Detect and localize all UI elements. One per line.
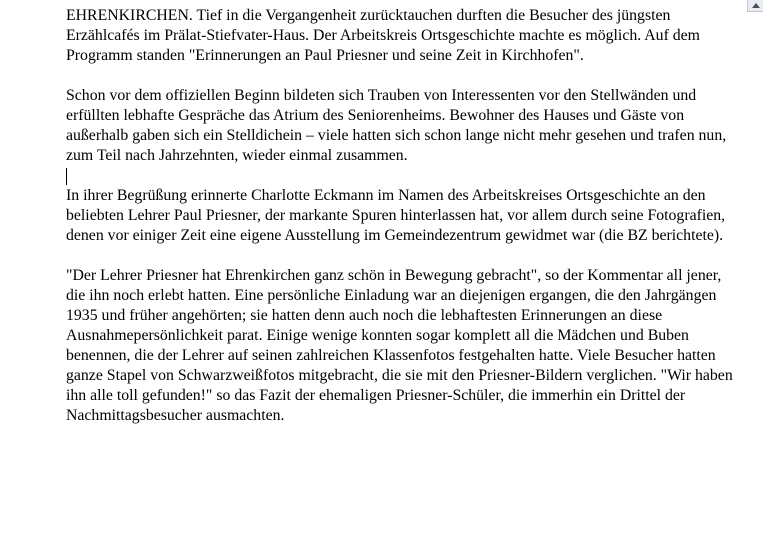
paragraph-spacer [66, 66, 742, 86]
paragraph-before-start: Schon vor dem offiziellen Beginn bildeten sich Trauben von Interessenten vor den Stellwänden und erfüllten lebhafte Gespräche das Atrium des Seniorenheims. Bewohner des Hauses und Gäste von außerhalb gaben sich ein Stelldichein – viele hatten sich schon lange nicht mehr gesehen und trafen nun, zum Teil nach Jahrzehnten, wieder einmal zusammen. [66, 87, 727, 164]
document-body[interactable] [66, 6, 742, 426]
scroll-up-arrow-icon [752, 3, 760, 8]
paragraph-comment: "Der Lehrer Priesner hat Ehrenkirchen ganz schön in Bewegung gebracht", so der Kommentar all jener, die ihn noch erlebt hatten. Eine persönliche Einladung war an diejenigen ergangen, die den Jahrgängen 1935 und früher angehörten; sie hatten denn auch noch die lebhaftesten Erinnerungen an diese Ausnahmepersönlichkeit parat. Einige wenige konnten sogar komplett all die Mädchen und Buben benennen, die der Lehrer auf seinen zahlreichen Klassenfotos festgehalten hatte. Viele Besucher hatten ganze Stapel von Schwarzweißfotos mitgebracht, die sie mit den Priesner-Bildern verglichen. "Wir haben ihn alle toll gefunden!" so das Fazit der ehemaligen Priesner-Schüler, die immerhin ein Drittel der Nachmittagsbesucher ausmachten. [66, 267, 733, 424]
paragraph-greeting: In ihrer Begrüßung erinnerte Charlotte Eckmann im Namen des Arbeitskreises Ortsgeschichte an den beliebten Lehrer Paul Priesner, der markante Spuren hinterlassen hat, vor allem durch seine Fotografien, denen vor einiger Zeit eine eigene Ausstellung im Gemeindezentrum gewidmet war (die BZ berichtete). [66, 187, 726, 244]
text-cursor [66, 168, 67, 185]
paragraph-spacer [66, 246, 742, 266]
paragraph-intro: EHRENKIRCHEN. Tief in die Vergangenheit zurücktauchen durften die Besucher des jüngsten Erzählcafés im Prälat-Stiefvater-Haus. Der Arbeitskreis Ortsgeschichte machte es möglich. Auf dem Programm standen "Erinnerungen an Paul Priesner und seine Zeit in Kirchhofen". [66, 7, 700, 64]
scroll-up-button[interactable] [747, 0, 763, 12]
empty-line-with-cursor [66, 166, 742, 186]
